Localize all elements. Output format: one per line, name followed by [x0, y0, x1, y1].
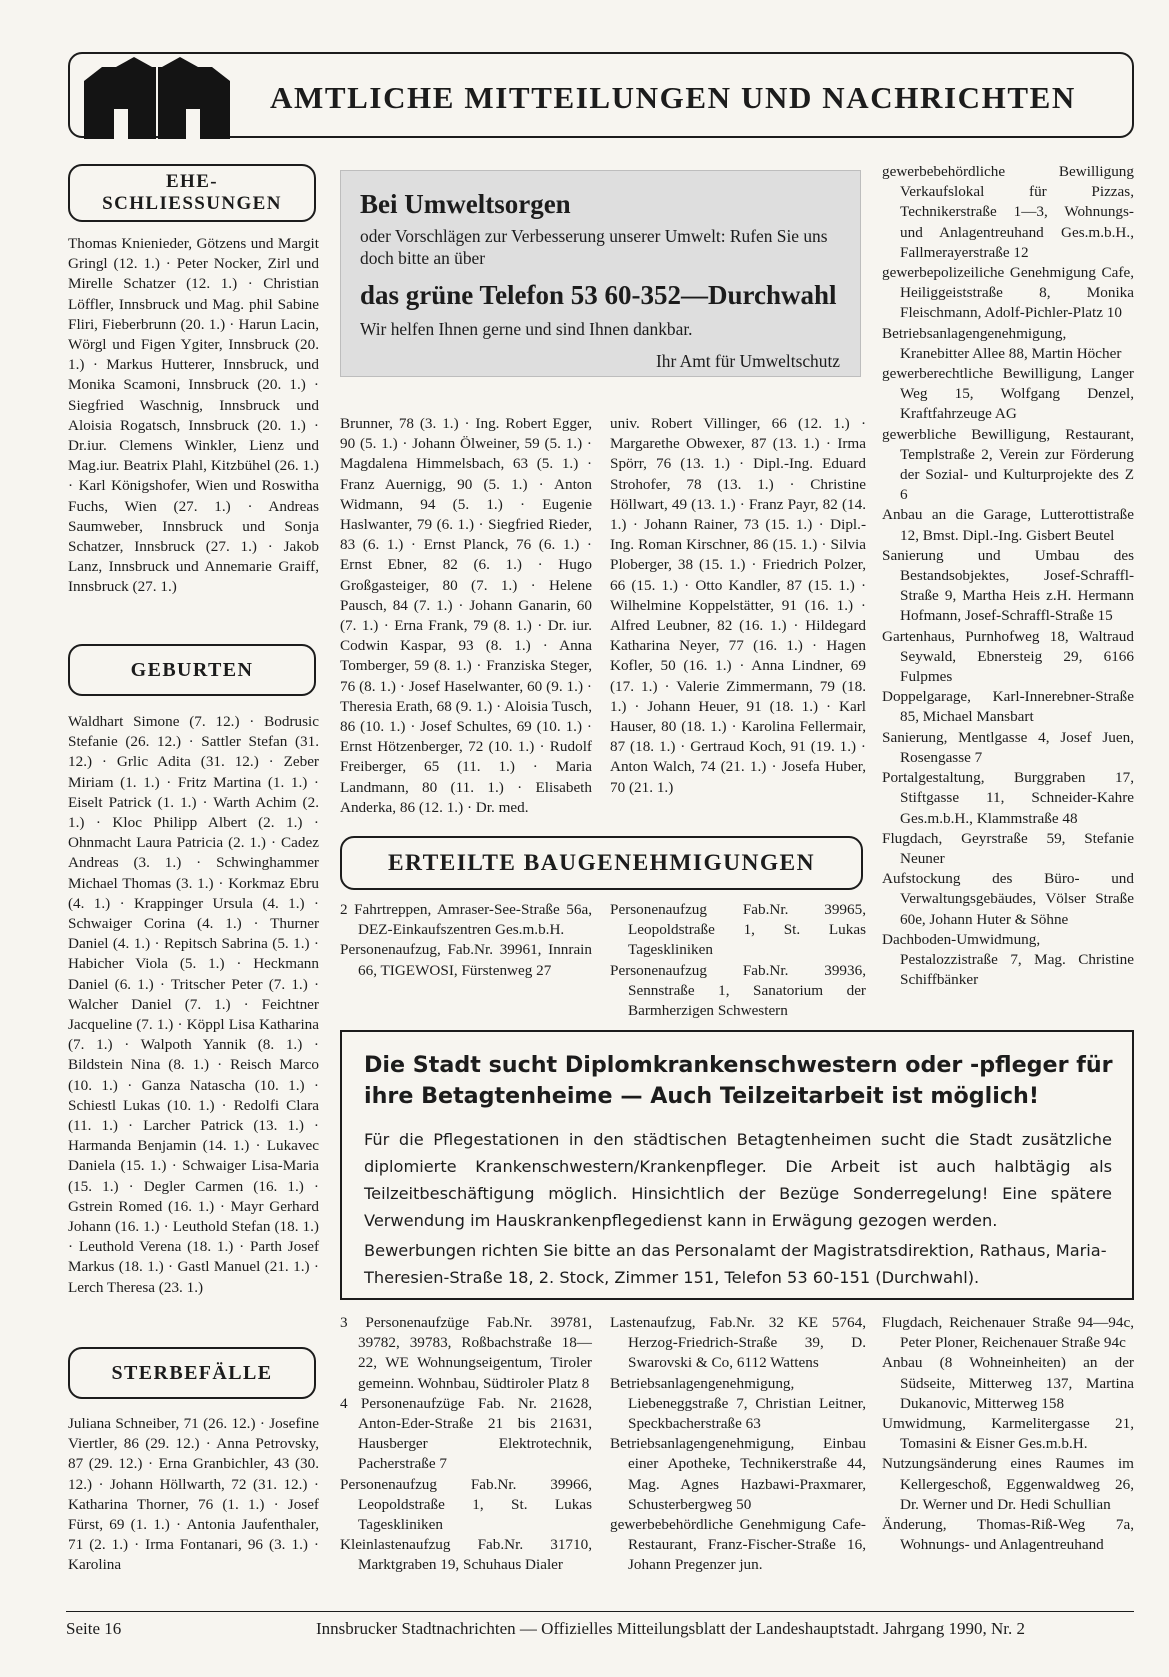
page-number: Seite 16: [66, 1619, 122, 1638]
list-item: gewerbebehördliche Genehmigung Cafe-Restaurant, Franz-Fischer-Straße 16, Johann Pregenzer jun.: [610, 1516, 866, 1574]
list-item: 3 Personenaufzüge Fab.Nr. 39781, 39782, 39783, Roßbachstraße 18—22, WE Wohnungseigentum, Tiroler gemeinn. Wohnbau, Südtiroler Platz 8: [340, 1314, 592, 1392]
hotline-note: Wir helfen Ihnen gerne und sind Ihnen dankbar.: [360, 319, 693, 339]
list-item: Anbau an die Garage, Lutterottistraße 12, Bmst. Dipl.-Ing. Gisbert Beutel: [882, 506, 1134, 544]
list-item: Portalgestaltung, Burggraben 17, Stiftgasse 11, Schneider-Kahre Ges.m.b.H., Klammstraße 48: [882, 769, 1134, 827]
section-title: ERTEILTE BAUGENEHMIGUNGEN: [387, 849, 816, 876]
list-item: Personenaufzug Fab.Nr. 39936, Sennstraße 1, Sanatorium der Barmherzigen Schwestern: [610, 961, 866, 1020]
list-item: gewerbliche Bewilligung, Restaurant, Templstraße 2, Verein zur Förderung der Sozial- und Kulturprojekte des Z 6: [882, 425, 1134, 504]
list-item: Personenaufzug Fab.Nr. 39966, Leopoldstraße 1, St. Lukas Tageskliniken: [340, 1475, 592, 1534]
hotline-phone: das grüne Telefon 53 60-352—Durchwahl: [360, 280, 837, 310]
ad-headline: Die Stadt sucht Diplomkrankenschwestern oder -pfleger für ihre Betagtenheime — Auch Teilzeitarbeit ist möglich!: [364, 1052, 1113, 1109]
list-item: gewerbepolizeiliche Genehmigung Cafe, Heiliggeiststraße 8, Monika Fleischmann, Adolf-Pichler-Platz 10: [882, 264, 1134, 322]
section-heading-eheschliessungen: [68, 164, 316, 222]
section-heading-geburten: [68, 644, 316, 696]
list-item: Änderung, Thomas-Riß-Weg 7a, Wohnungs- und Anlagentreuhand: [882, 1516, 1134, 1554]
list-item: Sanierung und Umbau des Bestandsobjektes, Josef-Schraffl-Straße 9, Martha Heis z.H. Hermann Hofmann, Josef-Schraffl-Straße 15: [882, 546, 1134, 625]
permits-list-col1-bottom: [340, 1313, 592, 1576]
section-title-line: EHE-: [165, 171, 219, 192]
page-title: AMTLICHE MITTEILUNGEN UND NACHRICHTEN: [270, 80, 1076, 115]
city-towers-logo-icon: [84, 57, 230, 139]
section-title: GEBURTEN: [130, 658, 254, 681]
list-item: Anbau (8 Wohneinheiten) an der Südseite, Mitterweg 137, Martina Dukanovic, Mitterweg 158: [882, 1354, 1134, 1412]
list-item: Doppelgarage, Karl-Innerebner-Straße 85, Michael Mansbart: [882, 688, 1134, 726]
list-item: 4 Personenaufzüge Fab. Nr. 21628, Anton-Eder-Straße 21 bis 21631, Hausberger Elektrotechnik, Pacherstraße 7: [340, 1394, 592, 1473]
deaths-list-col3: univ. Robert Villinger, 66 (12. 1.) · Margarethe Obwexer, 87 (13. 1.) · Irma Spörr, 76 (13. 1.) · Dipl.-Ing. Eduard Strohofer, 78 (13. 1.) · Christine Höllwart, 49 (13. 1.) · Franz Payr, 82 (14. 1.) · Johann Rainer, 73 (15. 1.) · Dipl.-Ing. Roman Kirschner, 86 (15. 1.) · Silvia Ploberger, 38 (15. 1.) · Friedrich Polzer, 66 (15. 1.) · Otto Kandler, 87 (15. 1.) · Wilhelmine Koppelstätter, 91 (16. 1.) · Alfred Leubner, 82 (16. 1.) · Hildegard Katharina Neyer, 77 (16. 1.) · Hagen Kofler, 50 (16. 1.) · Anna Lindner, 69 (17. 1.) · Valerie Zimmermann, 79 (18. 1.) · Johann Heuer, 91 (18. 1.) · Karl Hauser, 80 (18. 1.) · Karolina Fellermair, 87 (18. 1.) · Gertraud Koch, 91 (19. 1.) · Anton Walch, 74 (21. 1.) · Josefa Huber, 70 (21. 1.): [610, 415, 866, 796]
deaths-list: Juliana Schneiber, 71 (26. 12.) · Josefine Viertler, 86 (29. 12.) · Anna Petrovsky, 87 (29. 12.) · Erna Granbichler, 43 (30. 12.) · Johann Höllwarth, 72 (31. 12.) · Katharina Thorner, 76 (1. 1.) · Josef Fürst, 69 (1. 1.) · Antonia Jaufenthaler, 71 (2. 1.) · Irma Fontanari, 96 (3. 1.) · Karolina: [68, 1415, 319, 1574]
list-item: Umwidmung, Karmelitergasse 21, Tomasini & Eisner Ges.m.b.H.: [882, 1415, 1134, 1453]
deaths-list-col2: Brunner, 78 (3. 1.) · Ing. Robert Egger, 90 (5. 1.) · Johann Ölweiner, 59 (5. 1.) · Magdalena Himmelsbach, 63 (5. 1.) · Franz Auernigg, 90 (5. 1.) · Anton Widmann, 94 (5. 1.) · Eugenie Haslwanter, 79 (6. 1.) · Siegfried Rieder, 83 (6. 1.) · Ernst Planck, 76 (6. 1.) · Ernst Ebner, 82 (6. 1.) · Hugo Großgasteiger, 80 (7. 1.) · Helene Pausch, 84 (7. 1.) · Johann Ganarin, 60 (7. 1.) · Erna Frank, 79 (8. 1.) · Dr. iur. Codwin Kaspar, 93 (8. 1.) · Anna Tomberger, 59 (8. 1.) · Franziska Steger, 76 (8. 1.) · Josef Haselwanter, 60 (9. 1.) · Theresia Erath, 68 (9. 1.) · Aloisia Tusch, 86 (10. 1.) · Josef Schultes, 69 (10. 1.) · Ernst Hötzenberger, 72 (10. 1.) · Rudolf Freiberger, 65 (11. 1.) · Maria Landmann, 80 (11. 1.) · Elisabeth Anderka, 86 (12. 1.) · Dr. med.: [340, 415, 592, 816]
footer-rule: [66, 1611, 1134, 1612]
environment-hotline-box: [340, 170, 861, 377]
section-heading-sterbefaelle: [68, 1347, 316, 1399]
list-item: Personenaufzug, Fab.Nr. 39961, Innrain 66, TIGEWOSI, Fürstenweg 27: [340, 941, 592, 979]
list-item: Betriebsanlagengenehmigung, Kranebitter Allee 88, Martin Höcher: [882, 324, 1122, 362]
section-title-line: SCHLIESSUNGEN: [102, 193, 282, 214]
births-list: Waldhart Simone (7. 12.) · Bodrusic Stefanie (26. 12.) · Sattler Stefan (31. 12.) · Grlic Adita (31. 12.) · Zeber Miriam (1. 1.) · Fritz Martina (1. 1.) · Eiselt Patrick (1. 1.) · Warth Achim (2. 1.) · Kloc Philipp Albert (2. 1.) · Ohnmacht Laura Patricia (2. 1.) · Cadez Andreas (3. 1.) · Schwinghammer Michael Thomas (3. 1.) · Korkmaz Ebru (4. 1.) · Krappinger Ursula (4. 1.) · Schwaiger Corina (4. 1.) · Thurner Daniel (4. 1.) · Repitsch Sabrina (5. 1.) · Habicher Viola (5. 1.) · Heckmann Daniel (6. 1.) · Tritscher Peter (7. 1.) · Walcher Daniel (7. 1.) · Feichtner Jacqueline (7. 1.) · Köppl Lisa Katharina (7. 1.) · Walpoth Yannik (8. 1.) · Bildstein Nina (8. 1.) · Reisch Marco (10. 1.) · Ganza Natascha (10. 1.) · Schiestl Lukas (10. 1.) · Redolfi Clara (11. 1.) · Larcher Patrick (13. 1.) · Harmanda Benjamin (14. 1.) · Lukavec Daniela (15. 1.) · Schwaiger Lisa-Maria (15. 1.) · Degler Carmen (16. 1.) · Gstrein Romed (16. 1.) · Mayr Gerhard Johann (16. 1.) · Leuthold Stefan (18. 1.) · Leuthold Verena (18. 1.) · Parth Josef Markus (18. 1.) · Gastl Manuel (21. 1.) · Lerch Theresa (23. 1.): [68, 713, 319, 1296]
list-item: gewerbebehördliche Bewilligung Verkaufslokal für Pizzas, Technikerstraße 1—3, Wohnungs- und Anlagentreuhand Ges.m.b.H., Fallmerayerstraße 12: [882, 163, 1134, 261]
marriages-list: Thomas Knienieder, Götzens und Margit Gringl (12. 1.) · Peter Nocker, Zirl und Mirelle Schatzer (12. 1.) · Christian Löffler, Innsbruck und Mag. phil Sabine Fliri, Fieberbrunn (20. 1.) · Harun Lacin, Wörgl und Figen Ygiter, Innsbruck (20. 1.) · Markus Hutterer, Innsbruck, und Monika Scamoni, Innsbruck (20. 1.) · Siegfried Waschnig, Innsbruck und Aloisia Rogatsch, Innsbruck (20. 1.) · Dr.iur. Clemens Winkler, Lienz und Mag.iur. Beatrix Plahl, Kitzbühel (26. 1.) · Karl Königshofer, Wien und Roswitha Fuchs, Wien (27. 1.) · Andreas Saumweber, Innsbruck und Sonja Schatzer, Innsbruck (27. 1.) · Jakob Lanz, Innsbruck und Annemarie Graiff, Innsbruck (27. 1.): [68, 235, 319, 596]
list-item: Flugdach, Geyrstraße 59, Stefanie Neuner: [882, 829, 1134, 867]
section-title: STERBEFÄLLE: [111, 1361, 273, 1384]
permits-list-col2-top: [610, 900, 866, 1021]
permits-list-col2-bottom: [610, 1313, 866, 1576]
permits-list-col3-bottom: [882, 1313, 1134, 1555]
section-heading-baugenehmigungen: [340, 836, 863, 890]
hotline-title: Bei Umweltsorgen: [360, 189, 571, 219]
ad-application-info: Bewerbungen richten Sie bitte an das Personalamt der Magistratsdirektion, Rathaus, Maria-Theresien-Straße 18, 2. Stock, Zimmer 151, Telefon 53 60-151 (Durchwahl).: [364, 1241, 1107, 1287]
list-item: Betriebsanlagengenehmigung, Liebeneggstraße 7, Christian Leitner, Speckbacherstraße 63: [610, 1374, 866, 1433]
list-item: Lastenaufzug, Fab.Nr. 32 KE 5764, Herzog-Friedrich-Straße 39, D. Swarovski & Co, 6112 Wattens: [610, 1314, 866, 1372]
ad-body: Für die Pflegestationen in den städtischen Betagtenheimen sucht die Stadt zusätzliche diplomierte Krankenschwestern/Krankenpfleger. Die Arbeit ist auch halbtägig als Teilzeitbeschäftigung möglich. Hinsichtlich der Bezüge Sonderregelung! Eine spätere Verwendung im Hauskrankenpflegedienst kann in Erwägung gezogen werden.: [364, 1130, 1112, 1230]
job-advertisement: [340, 1030, 1134, 1300]
list-item: gewerberechtliche Bewilligung, Langer Weg 15, Wolfgang Denzel, Kraftfahrzeuge AG: [882, 365, 1134, 423]
list-item: Sanierung, Mentlgasse 4, Josef Juen, Rosengasse 7: [882, 728, 1134, 766]
publication-footer: Innsbrucker Stadtnachrichten — Offizielles Mitteilungsblatt der Landeshauptstadt. Jahrgang 1990, Nr. 2: [316, 1619, 1025, 1638]
list-item: Nutzungsänderung eines Raumes im Kellergeschoß, Eggenwaldweg 26, Dr. Werner und Dr. Hedi Schullian: [882, 1455, 1134, 1513]
hotline-signature: Ihr Amt für Umweltschutz: [655, 351, 840, 371]
permits-list-right-top: [882, 162, 1134, 990]
list-item: 2 Fahrtreppen, Amraser-See-Straße 56a, DEZ-Einkaufszentren Ges.m.b.H.: [340, 901, 592, 939]
permits-list-col1-top: [340, 900, 592, 981]
list-item: Kleinlastenaufzug Fab.Nr. 31710, Marktgraben 19, Schuhaus Dialer: [340, 1536, 592, 1574]
list-item: Gartenhaus, Purnhofweg 18, Waltraud Seywald, Ebnersteig 29, 6166 Fulpmes: [882, 627, 1134, 686]
list-item: Personenaufzug Fab.Nr. 39965, Leopoldstraße 1, St. Lukas Tageskliniken: [610, 901, 866, 959]
list-item: Dachboden-Umwidmung, Pestalozzistraße 7, Mag. Christine Schiffbänker: [882, 930, 1134, 989]
list-item: Flugdach, Reichenauer Straße 94—94c, Peter Ploner, Reichenauer Straße 94c: [882, 1314, 1134, 1352]
list-item: Aufstockung des Büro- und Verwaltungsgebäudes, Völser Straße 60e, Johann Huter & Söhne: [882, 870, 1134, 928]
list-item: Betriebsanlagengenehmigung, Einbau einer Apotheke, Technikerstraße 44, Mag. Agnes Hazbawi-Praxmarer, Schusterbergweg 50: [610, 1435, 866, 1513]
hotline-intro: oder Vorschlägen zur Verbesserung unserer Umwelt: Rufen Sie uns doch bitte an über: [360, 226, 828, 268]
